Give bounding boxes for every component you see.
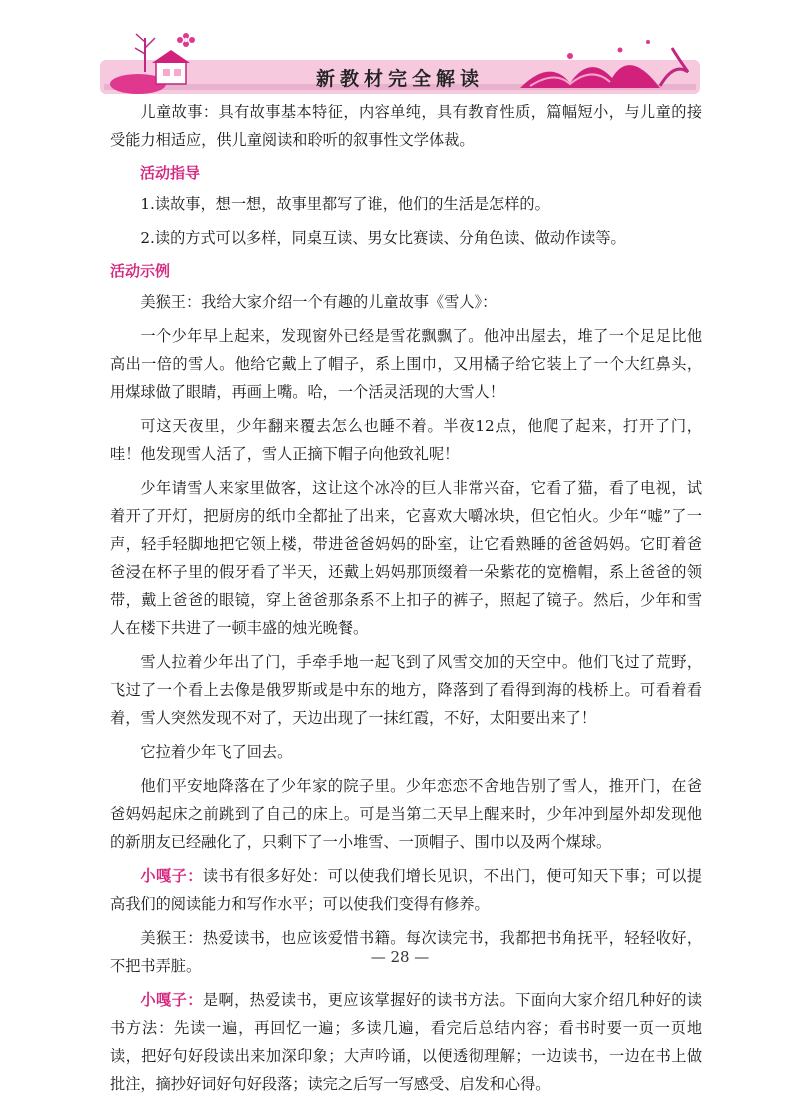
dialogue-text: 读书有很多好处：可以使我们增长见识，不出门，便可知天下事；可以提高我们的阅读能力和写作水平；可以使我们变得有修养。: [110, 867, 703, 913]
example-heading: 活动示例: [110, 262, 171, 280]
dialogue-text: 热爱读书，也应该爱惜书籍。每次读完书，我都把书角抚平，轻轻收好，不把书弄脏。: [110, 929, 703, 975]
story-paragraph: 可这天夜里，少年翻来覆去怎么也睡不着。半夜12点，他爬了起来，打开了门，哇！他发现雪人活了，雪人正摘下帽子向他致礼呢！: [110, 417, 702, 463]
page-header: [100, 28, 700, 98]
story-paragraph: 它拉着少年飞了回去。: [140, 743, 293, 761]
speaker-label: 小嘎子：: [140, 867, 203, 885]
dialogue-paragraph: [110, 986, 702, 1098]
story-paragraph: 雪人拉着少年出了门，手牵手地一起飞到了风雪交加的天空中。他们飞过了荒野，飞过了一个看上去像是俄罗斯或是中东的地方，降落到了看得到海的栈桥上。可看着看着，雪人突然发现不对了，天边出现了一抹红霞，不好，太阳要出来了！: [110, 653, 702, 727]
page-number: — 28 —: [370, 948, 430, 966]
flower-icon: [177, 33, 195, 47]
guide-heading: 活动指导: [140, 164, 201, 182]
header-title: 新教材完全解读: [315, 68, 484, 90]
story-paragraph: 他们平安地降落在了少年家的院子里。少年恋恋不舍地告别了雪人，推开门，在爸爸妈妈起床之前跳到了自己的床上。可是当第二天早上醒来时，少年冲到屋外却发现他的新朋友已经融化了，只剩下了一小堆雪、一顶帽子、围巾以及两个煤球。: [110, 777, 702, 851]
guide-item: 2.读的方式可以多样，同桌互读、男女比赛读、分角色读、做动作读等。: [140, 229, 626, 247]
story-paragraph: 少年请雪人来家里做客，这让这个冰冷的巨人非常兴奋，它看了猫，看了电视，试着开了开灯，把厨房的纸巾全都扯了出来，它喜欢大嚼冰块，但它怕火。少年“嘘”了一声，轻手轻脚地把它领上楼，带进爸爸妈妈的卧室，让它看熟睡的爸爸妈妈。它盯着爸爸浸在杯子里的假牙看了半天，还戴上妈妈那顶缀着一朵紫花的宽檐帽，系上爸爸的领带，戴上爸爸的眼镜，穿上爸爸那条系不上扣子的裤子，照起了镜子。然后，少年和雪人在楼下共进了一顿丰盛的烛光晚餐。: [110, 479, 702, 637]
speaker-label: 美猴王：: [140, 929, 203, 947]
story-paragraph: 一个少年早上起来，发现窗外已经是雪花飘飘了。他冲出屋去，堆了一个足足比他高出一倍的雪人。他给它戴上了帽子，系上围巾，又用橘子给它装上了一个大红鼻头，用煤球做了眼睛，再画上嘴。哈，一个活灵活现的大雪人！: [110, 327, 702, 401]
intro-paragraph: 美猴王：我给大家介绍一个有趣的儿童故事《雪人》：: [140, 293, 498, 311]
definition-paragraph: 儿童故事：具有故事基本特征，内容单纯，具有教育性质，篇幅短小，与儿童的接受能力相适应，供儿童阅读和聆听的叙事性文学体裁。: [110, 103, 702, 149]
guide-item: 1.读故事，想一想，故事里都写了谁，他们的生活是怎样的。: [140, 195, 550, 213]
speaker-label: 小嘎子：: [140, 991, 203, 1009]
dialogue-text: 是啊，热爱读书，更应该掌握好的读书方法。下面向大家介绍几种好的读书方法：先读一遍，再回忆一遍；多读几遍，看完后总结内容；看书时要一页一页地读，把好句好段读出来加深印象；大声吟诵，以便透彻理解；一边读书，一边在书上做批注，摘抄好词好句好段落；读完之后写一写感受、启发和心得。: [110, 991, 703, 1093]
dialogue-paragraph: [110, 862, 702, 918]
